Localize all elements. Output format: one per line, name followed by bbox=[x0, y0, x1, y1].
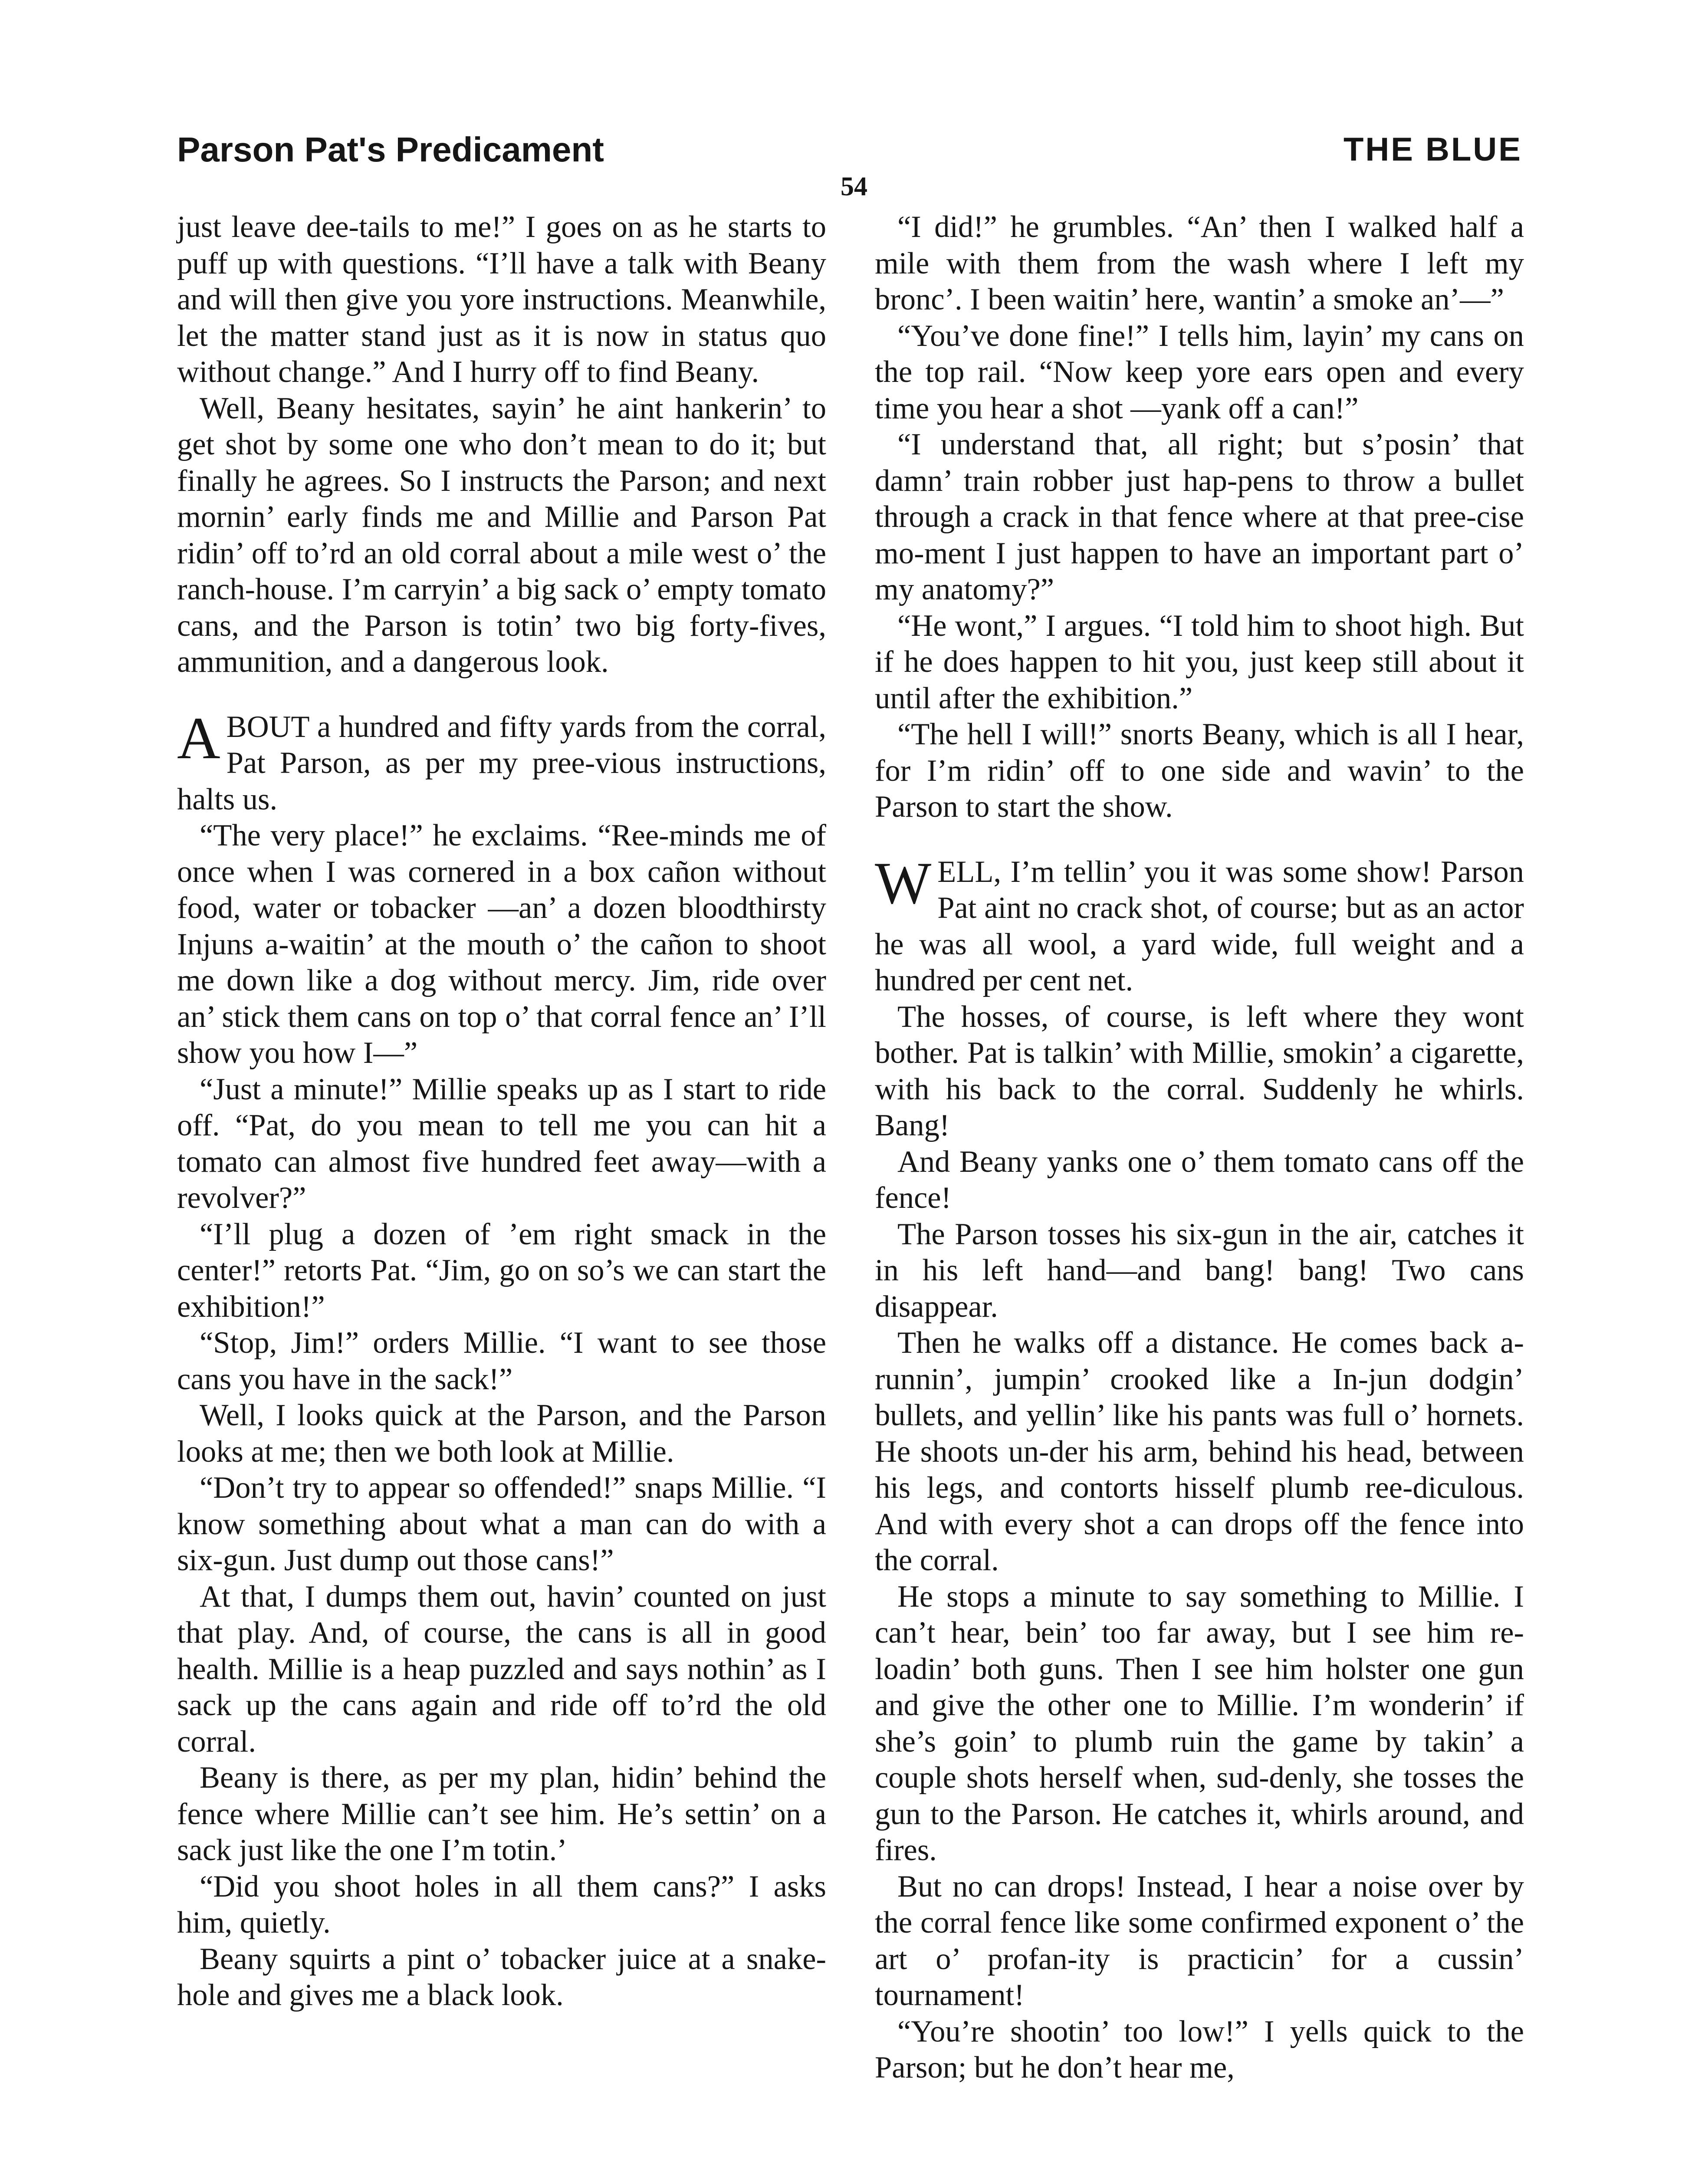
paragraph: Well, I looks quick at the Parson, and the Parson looks at me; then we both look at Millie. bbox=[177, 1398, 826, 1469]
page-number: 54 bbox=[841, 172, 867, 201]
story-title: Parson Pat's Predicament bbox=[177, 130, 604, 169]
paragraph: “I’ll plug a dozen of ’em right smack in the center!” retorts Pat. “Jim, go on so’s we can start the exhibition!” bbox=[177, 1217, 826, 1324]
paragraph: Well, Beany hesitates, sayin’ he aint hankerin’ to get shot by some one who don’t mean to do it; but finally he agrees. So I instructs the Parson; and next mornin’ early finds me and Millie and Parson Pat ridin’ off to’rd an old corral about a mile west o’ the ranch-house. I’m carryin’ a big sack o’ empty tomato cans, and the Parson is totin’ two big forty-fives, ammunition, and a dangerous look. bbox=[177, 391, 826, 679]
drop-cap: W bbox=[875, 849, 932, 916]
paragraph: “Did you shoot holes in all them cans?” I asks him, quietly. bbox=[177, 1869, 826, 1940]
paragraph: He stops a minute to say something to Millie. I can’t hear, bein’ too far away, but I see him re-loadin’ both guns. Then I see him holster one gun and give the other one to Millie. I’m wonderin’ if she’s goin’ to plumb ruin the game by takin’ a couple shots herself when, sud-denly, she tosses the gun to the Parson. He catches it, whirls around, and fires. bbox=[875, 1579, 1524, 1867]
left-column bbox=[177, 209, 826, 2014]
paragraph: But no can drops! Instead, I hear a noise over by the corral fence like some confirmed exponent o’ the art o’ profan-ity is practicin’ for a cussin’ tournament! bbox=[875, 1869, 1524, 2012]
right-column bbox=[875, 209, 1524, 2086]
paragraph: “Stop, Jim!” orders Millie. “I want to see those cans you have in the sack!” bbox=[177, 1326, 826, 1396]
paragraph: “The hell I will!” snorts Beany, which is all I hear, for I’m ridin’ off to one side and wavin’ to the Parson to start the show. bbox=[875, 717, 1524, 824]
drop-cap: A bbox=[177, 704, 220, 771]
paragraph: Then he walks off a distance. He comes back a-runnin’, jumpin’ crooked like a In-jun dodgin’ bullets, and yellin’ like his pants was full o’ hornets. He shoots un-der his arm, behind his head, between his legs, and contorts hisself plumb ree-diculous. And with every shot a can drops off the fence into the corral. bbox=[875, 1326, 1524, 1577]
paragraph: At that, I dumps them out, havin’ counted on just that play. And, of course, the cans is all in good health. Millie is a heap puzzled and says nothin’ as I sack up the cans again and ride off to’rd the old corral. bbox=[177, 1579, 826, 1759]
section-start bbox=[875, 849, 1524, 999]
paragraph: And Beany yanks one o’ them tomato cans off the fence! bbox=[875, 1144, 1524, 1215]
paragraph: “He wont,” I argues. “I told him to shoot high. But if he does happen to hit you, just keep still about it until after the exhibition.” bbox=[875, 608, 1524, 715]
paragraph: Beany is there, as per my plan, hidin’ behind the fence where Millie can’t see him. He’s settin’ on a sack just like the one I’m totin.’ bbox=[177, 1761, 826, 1867]
paragraph: Beany squirts a pint o’ tobacker juice at a snake-hole and gives me a black look. bbox=[177, 1942, 826, 2012]
paragraph: “I understand that, all right; but s’posin’ that damn’ train robber just hap-pens to throw a bullet through a crack in that fence where at that pree-cise mo-ment I just happen to have an important part o’ my anatomy?” bbox=[875, 427, 1524, 606]
paragraph: The Parson tosses his six-gun in the air, catches it in his left hand—and bang! bang! Two cans disappear. bbox=[875, 1217, 1524, 1324]
paragraph: “You’re shootin’ too low!” I yells quick to the Parson; but he don’t hear me, bbox=[875, 2014, 1524, 2085]
paragraph: “Don’t try to appear so offended!” snaps Millie. “I know something about what a man can do with a six-gun. Just dump out those cans!” bbox=[177, 1471, 826, 1577]
paragraph: “You’ve done fine!” I tells him, layin’ my cans on the top rail. “Now keep yore ears open and every time you hear a shot —yank off a can!” bbox=[875, 319, 1524, 425]
paragraph: just leave dee-tails to me!” I goes on as he starts to puff up with questions. “I’ll have a talk with Beany and will then give you yore instructions. Meanwhile, let the matter stand just as it is now in status quo without change.” And I hurry off to find Beany. bbox=[177, 210, 826, 389]
section-text: ELL, I’m tellin’ you it was some show! Parson Pat aint no crack shot, of course; but as an actor he was all wool, a yard wide, full weight and a hundred per cent net. bbox=[875, 855, 1524, 997]
magazine-title: THE BLUE bbox=[1343, 131, 1522, 168]
paragraph: “I did!” he grumbles. “An’ then I walked half a mile with them from the wash where I left my bronc’. I been waitin’ here, wantin’ a smoke an’—” bbox=[875, 210, 1524, 316]
paragraph: The hosses, of course, is left where they wont bother. Pat is talkin’ with Millie, smokin’ a cigarette, with his back to the corral. Suddenly he whirls. Bang! bbox=[875, 1000, 1524, 1142]
paragraph: “Just a minute!” Millie speaks up as I start to ride off. “Pat, do you mean to tell me you can hit a tomato can almost five hundred feet away—with a revolver?” bbox=[177, 1072, 826, 1215]
section-text: BOUT a hundred and fifty yards from the corral, Pat Parson, as per my pree-vious instructions, halts us. bbox=[177, 710, 826, 816]
section-start bbox=[177, 704, 826, 818]
paragraph: “The very place!” he exclaims. “Ree-minds me of once when I was cornered in a box cañon without food, water or tobacker —an’ a dozen bloodthirsty Injuns a-waitin’ at the mouth o’ the cañon to shoot me down like a dog without mercy. Jim, ride over an’ stick them cans on top o’ that corral fence an’ I’ll show you how I—” bbox=[177, 819, 826, 1070]
